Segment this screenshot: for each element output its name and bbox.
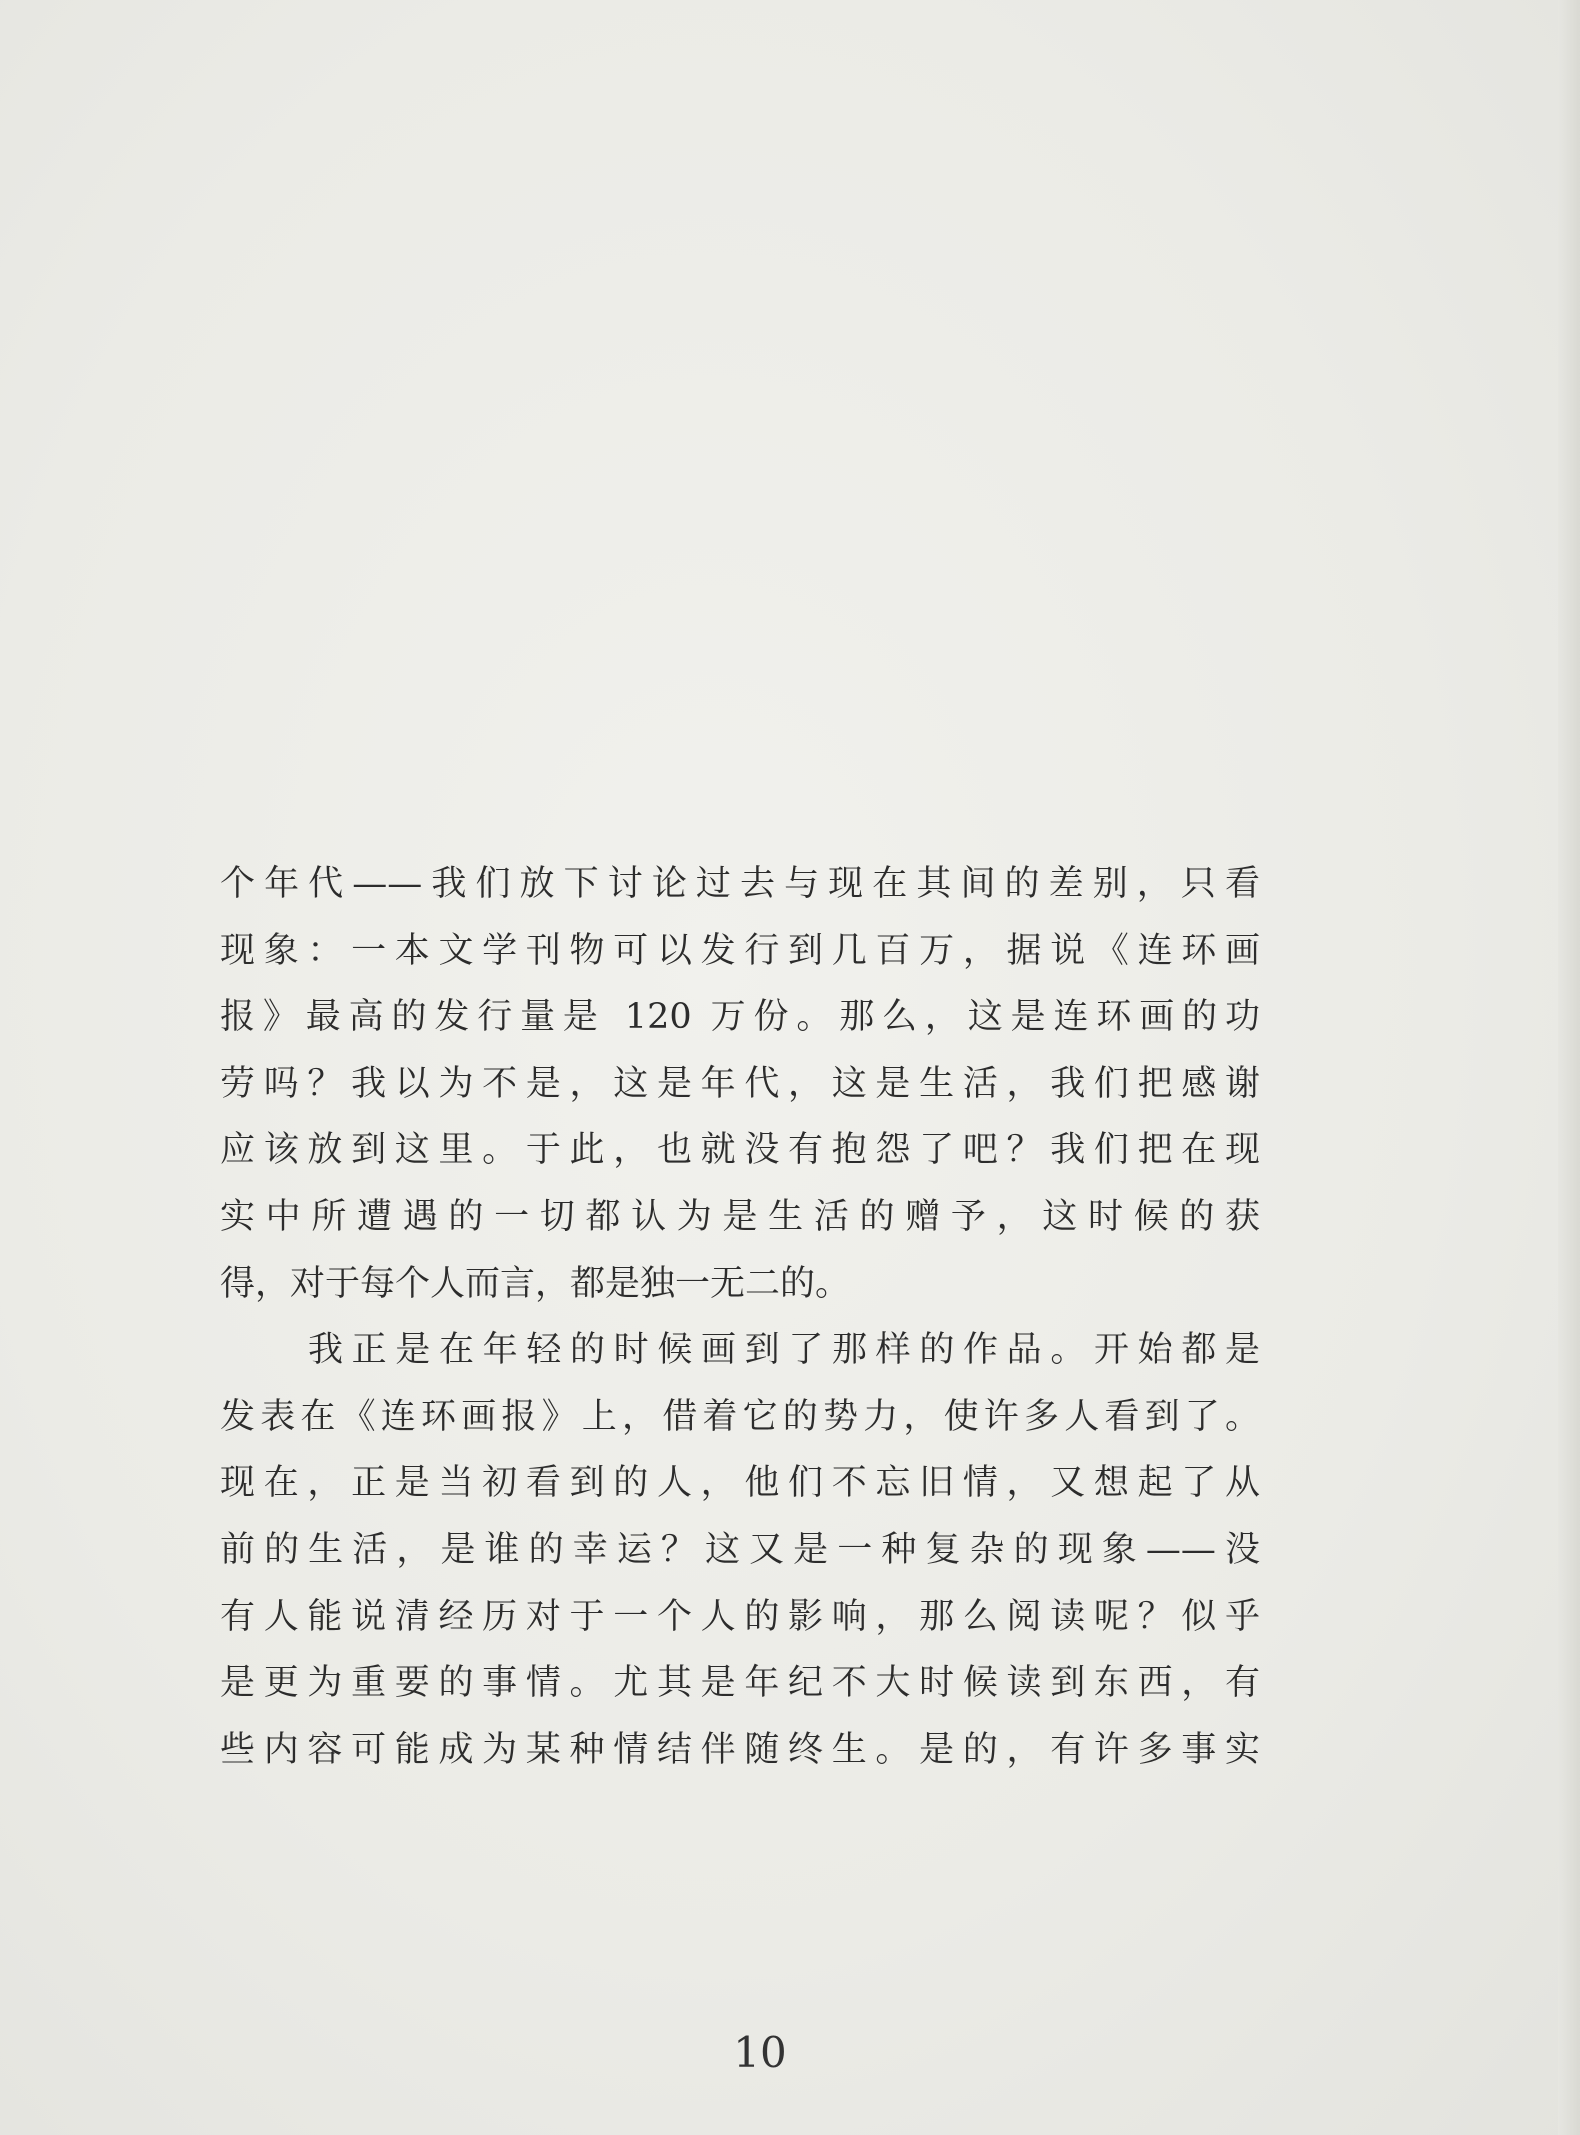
paragraph-1 xyxy=(220,851,1260,1317)
text-line: 现象：一本文学刊物可以发行到几百万，据说《连环画 xyxy=(220,930,1260,971)
text-line: 实中所遭遇的一切都认为是生活的赠予，这时候的获 xyxy=(220,1196,1260,1237)
text-line: 报》最高的发行量是 120 万份。那么，这是连环画的功 xyxy=(220,997,1260,1038)
text-line: 有人能说清经历对于一个人的影响，那么阅读呢？似乎 xyxy=(220,1596,1260,1637)
text-line: 个年代——我们放下讨论过去与现在其间的差别，只看 xyxy=(220,864,1260,904)
text-line: 现在，正是当初看到的人，他们不忘旧情，又想起了从 xyxy=(220,1463,1260,1504)
text-line: 我正是在年轻的时候画到了那样的作品。开始都是 xyxy=(308,1330,1260,1371)
text-line: 发表在《连环画报》上，借着它的势力，使许多人看到了。 xyxy=(220,1396,1260,1437)
text-line: 些内容可能成为某种情结伴随终生。是的，有许多事实 xyxy=(220,1729,1260,1770)
text-line: 应该放到这里。于此，也就没有抱怨了吧？我们把在现 xyxy=(220,1130,1260,1171)
body-text xyxy=(220,851,1260,1783)
text-line: 前的生活，是谁的幸运？这又是一种复杂的现象——没 xyxy=(220,1529,1260,1570)
page-edge-shadow xyxy=(1558,0,1580,2135)
text-line: 劳吗？我以为不是，这是年代，这是生活，我们把感谢 xyxy=(220,1063,1260,1104)
paragraph-2 xyxy=(220,1317,1260,1783)
text-line: 是更为重要的事情。尤其是年纪不大时候读到东西，有 xyxy=(220,1663,1260,1704)
text-line: 得，对于每个人而言，都是独一无二的。 xyxy=(220,1263,851,1304)
page-number: 10 xyxy=(733,2028,787,2077)
